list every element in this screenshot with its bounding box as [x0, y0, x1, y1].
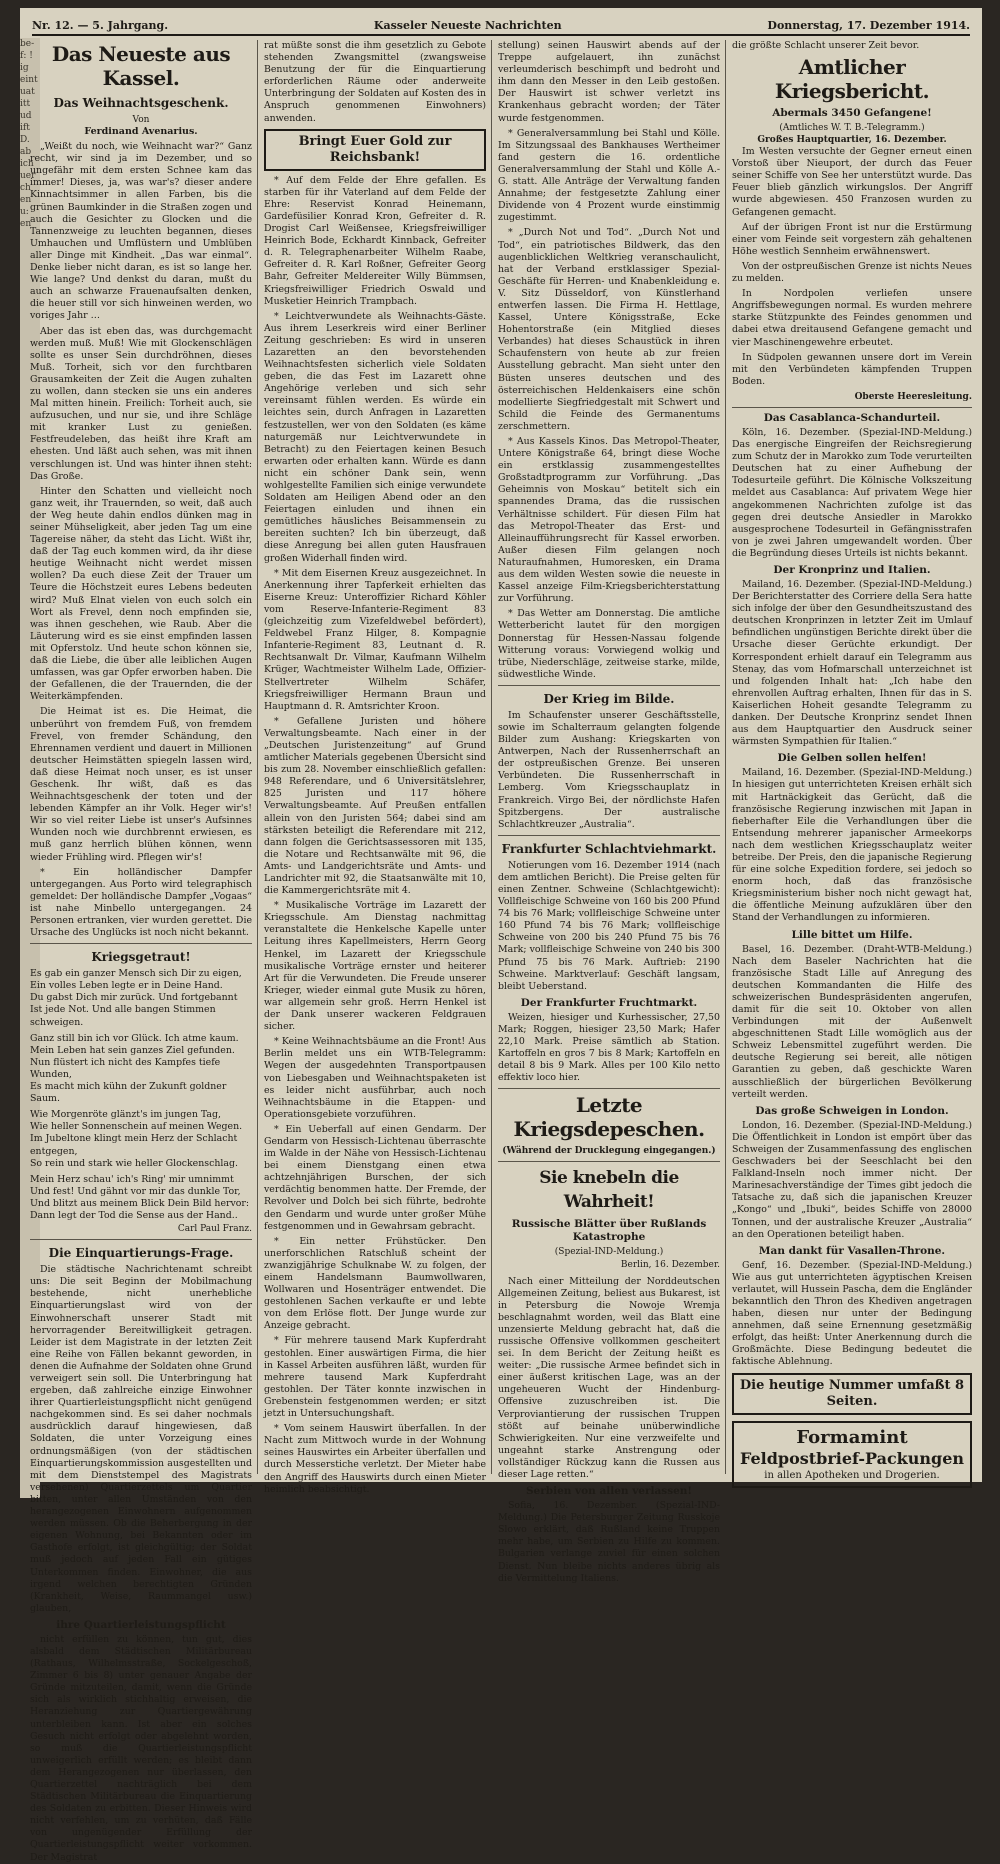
poem-signature: Carl Paul Franz.	[177, 1224, 252, 1235]
paragraph: Die Heimat ist es. Die Heimat, die unberührt von fremdem Fuß, von fremdem Frevel, von fremder Schändung, den Ehrennamen verdient und dauert in Millionen deutscher Heimstätten spiegeln lassen wird, daß diese Heimat noch unser, es ist unser Geschenk. Ihr wißt, daß es das Weihnachtsgeschenk der toten und der lebenden Kämpfer an ihr Volk. Heger wir's! Wir so viel reiter Liebe ist unser's Aufsinnes Wunden noch wie durchbrennt erwiesen, es muß ganz herrlich blühen können, wenn wieder Frühling wird. Pflegen wir's!	[30, 706, 252, 863]
paragraph: Nach einer Mitteilung der Norddeutschen Allgemeinen Zeitung, beliest aus Bukarest, ist in Petersburg die Nowoje Wremja beschlagnahmt worden, weil das Blatt eine unzensierte Meldung gebracht hat, daß die russische Offensive vollkommen gescheitert sei. In dem Bericht der Zeitung heißt es weiter: „Die russische Armee befindet sich in einer äußerst kritischen Lage, was an der ungeheueren Wucht der Hindenburg-Offensive zuzuschreiben ist. Die Verproviantierung der russischen Truppen stößt auf beinahe unüberwindliche Schwierigkeiten. Nur eine verzweifelte und ungeahnt starke Anstrengung oder vollständiger Rückzug kann die Russen aus dieser Lage retten.“	[498, 1275, 720, 1480]
paragraph: Die städtische Nachrichtenamt schreibt uns: Die seit Beginn der Mobilmachung bestehende, nicht unerhebliche Einquartierungslast wird von der Einwohnerschaft unserer Stadt mit hervorragender Bereitwilligkeit getragen. Leider ist dem Magistrate in der letzten Zeit eine Reihe von Fällen bekannt geworden, in denen die Aufnahme der Soldaten ohne Grund verweigert sein soll. Die Unterbringung hat ergeben, daß zahlreiche einzige Einwohner ihrer Quartierleistungspflicht nicht genügend nachgekommen sind. Es sei daher nochmals ausdrücklich darauf hingewiesen, daß Soldaten, die unter Vorzeigung eines ordnungsmäßigen (von der städtischen Einquartierungskommission ausgestellten und mit dem Dienststempel des Magistrats versehenen) Quartierzettels um Quartier bitten, unter allen Umständen von den herangezogenen Einwohnern aufgenommen werden müssen. Ob die Beherbergung in der eigenen Wohnung, bei Bekannten oder im Gasthofe erfolgt, ist gleichgültig; der Soldat muß jedoch auf jeden Fall ein gütiges Unterkommen finden. Einwohner, die aus irgend welchen berechtigten Gründen (Krankheit, Weise, Raummangel usw.) glauben,	[30, 1264, 252, 1614]
article-title: Frankfurter Schlachtviehmarkt.	[501, 841, 717, 856]
poem-line: Mein Leben hat sein ganzes Ziel gefunden.	[30, 1044, 235, 1056]
column-rule	[491, 40, 492, 1474]
author: Ferdinand Avenarius.	[84, 126, 198, 137]
article-title: Die Einquartierungs-Frage.	[48, 1246, 234, 1261]
divider	[30, 1239, 252, 1240]
subheading: Russische Blätter über Rußlands Katastrophe	[511, 1218, 707, 1244]
poem-line: Es gab ein ganzer Mensch sich Dir zu eigen,	[30, 968, 242, 980]
news-item: * Aus Kassels Kinos. Das Metropol-Theater, Untere Königstraße 64, bringt diese Woche ein erstklassig zusammengestelltes Großstadtprogramm zur Vorführung. „Das Geheimnis von Moskau“ betitelt sich ein spannendes Drama, das die russischen Verhältnisse schildert. Für diesen Film hat das Metropol-Theater das Erst- und Alleinaufführungsrecht für Kassel erworben. Außer diesen Film gelangen noch Naturaufnahmen, Humoresken, ein Drama aus dem wilden Westen sowie die neueste in Kassel anzeige Film-Kriegsberichterstattung zur Vorführung.	[498, 436, 720, 605]
news-item: * „Durch Not und Tod“. „Durch Not und Tod“, ein patriotisches Bildwerk, das den augenblicklichen Weltkrieg veranschaulicht, hat der Verband erstklassiger Spezial-Geschäfte für Herren- und Knabenkleidung e. V. Sitz Düsseldorf, von Künstlerhand entwerfen lassen. Die Firma H. Hettlage, Kassel, Untere Königsstraße, Ecke Hohentorstraße (ein Mitglied dieses Verbandes) hat dieses Schaustück in ihren Schaufenstern von heute ab zur freien Ausstellung gebracht. Man sieht unter den Büsten unseres deutschen und des österreichischen Heldenkaisers eine schön modellierte Siegfriedgestalt mit Schwert und Schild die Feinde des Germanentums zerschmettern.	[498, 227, 720, 432]
paragraph: Hinter den Schatten und vielleicht noch ganz weit, ihr Trauernden, so weit, daß auch der Weg heute dahin endlos dünken mag in seiner Mühseligkeit, aber jeden Tag um eine Tagereise näher, da steht das Licht. Wißt ihr, daß der Tag euch kommen wird, da ihr diese heutige Weihnacht nicht werdet missen wollen? Da euch diese Zeit der Trauer um Teure die Höchstzeit eures Lebens bedeuten wird? Muß Elnat vielen von euch solch ein Wort als Frevel, denn noch empfinden sie, was ihnen geschehen, wie Raub. Aber die Läuterung wird es sie einst empfinden lassen mit Opferstolz. Und heute schon können sie, daß die Liebe, die über alle leiblichen Augen umfassen, was gar Opfer erworben haben. Die der Gefallenen, die der Trauernden, die der Weiterkämpfenden.	[30, 485, 252, 703]
paragraph: Auf der übrigen Front ist nur die Erstürmung einer vom Feinde seit vorgestern zäh gehaltenen Höhe westlich Sennheim erwähnenswert.	[732, 221, 972, 257]
paragraph: Im Schaufenster unserer Geschäftsstelle, sowie im Schalterraum gelangten folgende Bilder zum Aushang: Kriegskarten von Antwerpen, Nach der Russenherrschaft an der ostpreußischen Grenze. Bei unseren Verbündeten. Die Russenherrschaft in Lemberg. Vom Kriegsschauplatz in Frankreich. Virgo Bei, der nördlichste Hafen Spitzbergens. Der australische Schlachtkreuzer „Australia“.	[498, 709, 720, 830]
poem-line: So rein und stark wie heller Glockenschlag.	[30, 1157, 238, 1169]
paragraph: stellung) seinen Hauswirt abends auf der Treppe aufgelauert, ihn zunächst verleumderisch beschimpft und bedroht und ihm dann den Messer in den Leib gestoßen. Der Hauswirt ist schwer verletzt ins Krankenhaus gebracht worden; der Täter wurde festgenommen.	[498, 40, 720, 124]
latest-dispatches-title: Letzte Kriegsdepeschen.	[513, 1093, 705, 1142]
news-item: * Vom seinem Hauswirt überfallen. In der Nacht zum Mittwoch wurde in der Wohnung seines Hauswirtes ein Arbeiter überfallen und durch Messerstiche verletzt. Der Mieter habe den Angriff des Hauswirts durch einen Mieter heimlich beabsichtigt.	[264, 1423, 486, 1495]
adjacent-page-strip: be- f: ! ig eint uat itt ud ift D. ab ich uer ch en u: en	[20, 38, 40, 1498]
issue-date: Donnerstag, 17. Dezember 1914.	[767, 18, 970, 32]
ad-brand: Formamint	[796, 1426, 908, 1448]
paragraph: London, 16. Dezember. (Spezial-IND-Meldung.) Die Öffentlichkeit in London ist empört über das Schweigen der Zusammenfassung des englischen Geschwaders bei der Seeschlacht bei den Falkland-Inseln noch immer nicht. Der Marinesachverständige der Times gibt jedoch die Tatsache zu, daß sich die japanischen Kreuzer „Kongo“ und „Ibuki“, beides Schiffe von 28000 Tonnen, und der australische Kreuzer „Australia“ an den Operationen beteiligt haben.	[732, 1119, 972, 1240]
news-item: * Ein Ueberfall auf einen Gendarm. Der Gendarm von Hessisch-Lichtenau überraschte im Walde in der Nähe von Hessisch-Lichtenau bei einem Dienstgang einen etwa achtzehnjährigen Burschen, der sich verdächtig benommen hatte. Der Fremde, der Revolver und Dolch bei sich führte, bedrohte den Gendarm und wurde unter großer Mühe festgenommen und in Gewahrsam gebracht.	[264, 1123, 486, 1232]
poem-line: Ein volles Leben legte er in Deine Hand.	[30, 980, 223, 992]
poem-line: Und fest! Und gähnt vor mir das dunkle Tor,	[30, 1185, 241, 1197]
poem-line: Wie Morgenröte glänzt's im jungen Tag,	[30, 1109, 221, 1121]
latest-dispatches-note: (Während der Drucklegung eingegangen.)	[502, 1146, 716, 1157]
divider	[30, 943, 252, 944]
paragraph: „Weißt du noch, wie Weihnacht war?“ Ganz recht, wir sind ja im Dezember, und so ungefähr mit dem ersten Schnee kam das immer! Dieses, ja, was war's? dieser andere Kinnachtsimmer in allen Farben, bis die grünen Baumkinder in die Straßen zogen und auch die Gesichter zu Glocken und die Tannenzweige zu leuchten begannen, dieses Umhauchen und Umflüstern und Umblüben aller Dinge mit Kindheit. „Das war einmal“. Denke lieber nicht daran, es ist so lange her. Wie lange? Und denkst du daran, mußt du auch an schwarze Frauenaufsalten denken, die heuer still vor sich hinweinen werden, wo voriges Jahr …	[30, 141, 252, 322]
divider	[498, 1088, 720, 1089]
divider	[498, 835, 720, 836]
divider	[498, 685, 720, 686]
paragraph: Aber das ist eben das, was durchgemacht werden muß. Muß! Wie mit Glockenschlägen sollte es unser Sein durchdröhnen, dieses Muß. Torheit, sich vor den furchtbaren Grausamkeiten der Zeit die Augen zuhalten zu wollen, dann stecken sie uns ein anderes Mal mitten hinein. Freilich: Torheit auch, sie aufzusuchen, und nur sie, und ihre Schläge mit kranker Lust zu genießen. Festfreudeleben, das heißt ihre Kraft am ehesten. Und läßt auch sehen, was mit ihnen verschlungen ist. Und was hinter ihnen steht: Das Große.	[30, 325, 252, 482]
source-line: (Spezial-IND-Meldung.)	[554, 1247, 664, 1258]
news-item: * Leichtverwundete als Weihnachts-Gäste. Aus ihrem Leserkreis wird einer Berliner Zeitung geschrieben: Es wird in unseren Lazaretten an den bevorstehenden Weihnachtsfesten sicherlich viele Soldaten geben, die das Fest im Lazarett ohne Angehörige verleben und sich sehr vereinsamt fühlen werden. Es würde ein leichtes sein, durch Anfragen in Lazaretten festzustellen, wer von den Soldaten (es käme naturgemäß nur Leichtverwundete in Betracht) zu den Feiertagen keinen Besuch erwarten oder erhalten kann. Würde es dann nicht ein schöner Dank sein, wenn wohlgestellte Familien sich einige verwundete Soldaten am Heiligen Abend oder an den Feiertagen einluden und ihnen ein gemütliches häusliches Beisammensein zu bereiten suchten? Ich bin überzeugt, daß diese Anregung bei allen guten Hausfrauen großen Widerhall finden wird.	[264, 310, 486, 564]
paragraph: Köln, 16. Dezember. (Spezial-IND-Meldung.) Das energische Eingreifen der Reichsregierung zum Schutz der in Marokko zum Tode verurteilten Deutschen hat zu einer Aufhebung der Todesurteile geführt. Die Kölnische Volkszeitung meldet aus Casablanca: Auf privatem Wege hier angekommenen Nachrichten zufolge ist das gegen drei deutsche Ansiedler in Marokko ausgesprochene Todesurteil in Gefängnisstrafen von je zwei Jahren umgewandelt worden. Über die Begründung dieses Urteils ist nichts bekannt.	[732, 426, 972, 559]
news-item: * Musikalische Vorträge im Lazarett der Kriegsschule. Am Dienstag nachmittag veranstaltete die Henkelsche Kapelle unter Leitung ihres Kapellmeisters, Herrn Georg Henkel, im Lazarett der Kriegsschule musikalische Vorträge ernster und heiterer Art für die Verwundeten. Die Freude unserer Krieger, wieder einmal gute Musik zu hören, war allgemein sehr groß. Herrn Henkel ist der Dank unserer wackeren Feldgrauen sicher.	[264, 900, 486, 1033]
subheading: Der Kronprinz und Italien.	[773, 564, 931, 576]
poem-title: Kriegsgetraut!	[91, 950, 191, 965]
news-item: * Keine Weihnachtsbäume an die Front! Aus Berlin meldet uns ein WTB-Telegramm: Wegen der ausgedehnten Transportpausen von Liebesgaben und Weihnachtspaketen ist es leider nicht ausführbar, auch noch Weihnachtsbäume in die Etappen- und Operationsgebiete vorzuführen.	[264, 1036, 486, 1120]
paragraph: rat müßte sonst die ihm gesetzlich zu Gebote stehenden Zwangsmittel (zwangsweise Benutzung der für die Einquartierung erforderlichen Räume oder anderweite Unterbringung der Soldaten auf Kosten des in Anspruch genommenen Einwohners) anwenden.	[264, 40, 486, 124]
issue-number: Nr. 12. — 5. Jahrgang.	[32, 18, 169, 32]
dateline: Berlin, 16. Dezember.	[620, 1260, 720, 1271]
report-signature: Oberste Heeresleitung.	[854, 391, 972, 402]
page-count-box: Die heutige Nummer umfaßt 8 Seiten.	[732, 1373, 972, 1415]
poem-line: Ganz still bin ich vor Glück. Ich atme kaum.	[30, 1032, 239, 1044]
poem-line: Wie heller Sonnenschein auf meinen Wegen.	[30, 1121, 243, 1133]
ad-availability: in allen Apotheken und Drogerien.	[764, 1469, 940, 1481]
byline: Von	[132, 115, 150, 125]
subheading: Abermals 3450 Gefangene!	[772, 107, 932, 120]
poem-line: Ist jede Not. Und alle bangen Stimmen schweigen.	[30, 1004, 216, 1028]
subheading: Das Casablanca-Schandurteil.	[763, 411, 941, 424]
paragraph: Sofia, 16. Dezember. (Spezial-IND-Meldung.) Die Petersburger Zeitung Russkoje Slowo erklärt, daß Rußland keine Truppen mehr habe, um Serbien zu Hilfe zu kommen. Bulgarien verlange zuviel für einen solchen Dienst. Nun bleibe nichts anderes übrig als die Vermittelung Italiens.	[498, 1500, 720, 1584]
news-item: * Generalversammlung bei Stahl und Kölle. Im Sitzungssaal des Bankhauses Wertheimer fand gestern die 16. ordentliche Generalversammlung der Stahl und Kölle A.-G. statt. Alle Anträge der Verwaltung fanden Annahme; der festgesetzte Zahlung einer Dividende von 4 Prozent wurde einstimmig zugestimmt.	[498, 127, 720, 224]
masthead	[32, 16, 970, 36]
paragraph: Mailand, 16. Dezember. (Spezial-IND-Meldung.) Der Berichterstatter des Corriere della Sera hatte sich infolge der über den Gesundheitszustand des deutschen Kronprinzen in letzter Zeit im Umlauf befindlichen ungünstigen Berichte direkt über die Ursache dieser Gerüchte erkundigt. Der Korrespondent erhielt darauf ein Telegramm aus Stenay, das vom Hofmarschall unterzeichnet ist und folgenden Inhalt hat: „Ich habe den ehrenvollen Auftrag erhalten, Ihnen für das in S. Kaiserlichen Hoheit gesandte Telegramm zu danken. Der Deutsche Kronprinz sendet Ihnen aus dem Hauptquartier den Ausdruck seiner wärmsten Sympathien für Italien.“	[732, 579, 972, 748]
gold-appeal-box: Bringt Euer Gold zur Reichsbank!	[264, 129, 486, 171]
poem	[30, 968, 252, 1222]
news-item: * Gefallene Juristen und höhere Verwaltungsbeamte. Nach einer in der „Deutschen Juristenzeitung“ auf Grund amtlicher Materials gegebenen Übersicht sind bis zum 28. November einschließlich gefallen: 948 Referendare, und 6 Universitätslehrer, 825 Juristen und 117 höhere Verwaltungsbeamte. Auf Preußen entfallen allein von den Juristen 564; dabei sind am stärksten beteiligt die Referendare mit 212, dann folgen die Gerichtsassessoren mit 135, die Notare und Rechtsanwälte mit 96, die Amts- und Landgerichtsräte und Amts- und Landrichter mit 92, die Staatsanwälte mit 10, die Kammergerichtsräte mit 4.	[264, 715, 486, 897]
divider	[498, 1161, 720, 1162]
source-line: (Amtliches W. T. B.-Telegramm.)	[779, 123, 925, 134]
column-2	[264, 40, 486, 1495]
subheading: Der Frankfurter Fruchtmarkt.	[520, 996, 698, 1009]
subheading: Die Gelben sollen helfen!	[777, 752, 927, 765]
news-item: * Ein netter Frühstücker. Den unerforschlichen Ratschluß scheint der zwanzigjährige Schulknabe W. zu folgen, der einem Handelsmann Baumwollwaren, Wollwaren und Hosenträger entwendet. Die gestohlenen Sachen verkaufte er und lebte von dem Erlöse flott. Der Junge wurde zur Anzeige gebracht.	[264, 1235, 486, 1332]
paragraph: die größte Schlacht unserer Zeit bevor.	[732, 40, 920, 51]
column-3	[498, 40, 720, 1584]
poem-line: Es macht mich kühn der Zukunft goldner Saum.	[30, 1081, 227, 1105]
paragraph: Basel, 16. Dezember. (Draht-WTB-Meldung.) Nach dem Baseler Nachrichten hat die französische Stadt Lille auf Anregung des deutschen Kommandanten die Hilfe des schweizerischen Bundespräsidenten angerufen, damit für die seit 10. Oktober von allen Verbindungen mit der Außenwelt abgeschnittenen Stadt Lille womöglich aus der Schweiz Lebensmittel zugeführt werden. Die deutsche Regierung sei bereit, alle nötigen Garantien zu geben, daß geschickte Waren ausschließlich der bürgerlichen Bevölkerung verteilt werden.	[732, 943, 972, 1100]
article-title: Sie knebeln die Wahrheit!	[539, 1168, 679, 1213]
poem-line: Im Jubeltone klingt mein Herz der Schlacht entgegen,	[30, 1133, 238, 1157]
paragraph: Im Westen versuchte der Gegner erneut einen Vorstoß über Nieuport, der durch das Feuer seiner Schiffe von See her unterstützt wurde. Das Feuer blieb gänzlich wirkungslos. Der Angriff wurde abgewiesen. 450 Franzosen wurden zu Gefangenen gemacht.	[732, 146, 972, 218]
ad-product: Feldpostbrief-Packungen	[739, 1448, 965, 1468]
article-title: Das Weihnachtsgeschenk.	[53, 96, 229, 110]
poem-line: Mein Herz schau' ich's Ring' mir umnimmt	[30, 1173, 234, 1185]
divider	[732, 407, 972, 408]
paragraph: Weizen, hiesiger und Kurhessischer, 27,50 Mark; Roggen, hiesiger 23,50 Mark; Hafer 22,10 Mark. Preise sämtlich ab Station. Kartoffeln en gros 7 bis 8 Mark; Kartoffeln en detail 8 bis 9 Mark. Alles per 100 Kilo netto effektiv loco hier.	[498, 1011, 720, 1084]
poem-line: Und blitzt aus meinem Blick Dein Bild hervor:	[30, 1197, 250, 1209]
poem-line: Du gabst Dich mir zurück. Und fortgebannt	[30, 992, 238, 1004]
subheading: Serbien von allen verlassen!	[525, 1485, 693, 1498]
news-item: * Auf dem Felde der Ehre gefallen. Es starben für ihr Vaterland auf dem Felde der Ehre: Reservist Konrad Heinemann, Gardefüsilier Konrad Kron, Gefreiter d. R. Drogist Carl Weißensee, Kriegsfreiwilliger Heinrich Bode, Eckhardt Kinnback, Gefreiter d. R. Telegraphenarbeiter Wilhelm Raabe, Gefreiter d. R. Karl Roßner, Gefreiter Georg Bahr, Gefreiter Meldereiter Willy Bümmsen, Kriegsfreiwilliger Friedrich Oswald und Musketier Heinrich Trampbach.	[264, 174, 486, 307]
paragraph: nicht erfüllen zu können, tun gut, dies alsbald dem Städtischen Militärbureau (Rathaus, Wilhelmsstraße, Sockelgeschoß, Zimmer 6 bis 8) unter genauer Angabe der Gründe mitzuteilen, damit, wenn die Gründe sich als wirklich stichhaltig erweisen, die Heranziehung zur Quartiergewährung unterbleiben kann. Ist aber ein solches Gesuch nicht erfolgt oder abgelehnt worden, so muß die Quartierleistungspflicht unweigerlich erfüllt werden; es bleibt dann dem Herangezogenen nur überlassen, den Quartierzettel nachträglich bei dem Städtischen Militärbureau die Einquartierung des Soldaten zu erbitten. Dieser Hinweis wird nicht verfehlen, um zu verhüten, daß Fälle von ungenügender Erfüllung der Quartierleistungspflicht weiter vorkommen. Der Magistrat	[30, 1633, 252, 1863]
paragraph: In Südpolen gewannen unsere dort im Verein mit den Verbündeten kämpfenden Truppen Boden.	[732, 351, 972, 387]
column-1	[30, 40, 252, 1863]
official-report-title: Amtlicher Kriegsbericht.	[774, 55, 930, 104]
news-item: * Für mehrere tausend Mark Kupferdraht gestohlen. Einer auswärtigen Firma, die hier in Kassel Arbeiten ausführen läßt, wurden für mehrere tausend Mark Kupferdraht gestohlen. Der Täter konnte inzwischen in Grebenstein festgenommen werden; er sitzt jetzt in Untersuchungshaft.	[264, 1335, 486, 1420]
formamint-advertisement	[732, 1421, 972, 1488]
subheading: Lille bittet um Hilfe.	[791, 928, 913, 941]
paragraph: Notierungen vom 16. Dezember 1914 (nach dem amtlichen Bericht). Die Preise gelten für einen Zentner. Schweine (Schlachtgewicht): Vollfleischige Schweine von 160 bis 200 Pfund 74 bis 76 Mark; vollfleischige Schweine unter 160 Pfund 74 bis 76 Mark; vollfleischige Schweine von 200 bis 240 Pfund 75 bis 76 Mark; vollfleischige Schweine von 240 bis 300 Pfund 75 bis 76 Mark. Auftrieb: 2190 Schweine. Marktverlauf: Geschäft langsam, bleibt Ueberstand.	[498, 859, 720, 992]
news-item: * Mit dem Eisernen Kreuz ausgezeichnet. In Anerkennung ihrer Tapferkeit erhielten das Eiserne Kreuz: Unteroffizier Richard Köhler vom Reserve-Infanterie-Regiment 83 (gleichzeitig zum Vizefeldwebel befördert), Feldwebel Franz Hilger, 8. Kompagnie Infanterie-Regiment 83, Leutnant d. R. Rechtsanwalt Dr. Vilmar, Kaufmann Wilhelm Krüger, Wachtmeister Wilhelm Lade, Offizier-Stellvertreter Wilhelm Schäfer, Kriegsfreiwilliger Hermann Braun und Hauptmann d. R. Amtsrichter Kroon.	[264, 567, 486, 712]
column-4	[732, 40, 973, 1481]
subheading: ihre Quartierleistungspflicht	[56, 1618, 226, 1631]
subheading: Das große Schweigen in London.	[755, 1104, 949, 1117]
paragraph: Genf, 16. Dezember. (Spezial-IND-Meldung.) Wie aus gut unterrichteten ägyptischen Kreisen verlautet, will Hussein Pascha, dem die Engländer bekanntlich den Thron des Khediven angetragen haben, diesen nur unter der Bedingung annehmen, daß seine Ernennung gesetzmäßig erfolgt, das heißt: Unter Anerkennung durch die Großmächte. Diese Bedingung bedeutet die faktische Ablehnung.	[732, 1259, 973, 1368]
paragraph: * Ein holländischer Dampfer untergegangen. Aus Porto wird telegraphisch gemeldet: Der holländische Dampfer „Vogaas“ ist nahe Minbello untergegangen. 24 Personen ertranken, vier wurden gerettet. Die Ursache des Unglücks ist noch nicht bekannt.	[30, 866, 252, 939]
news-item: * Das Wetter am Donnerstag. Die amtliche Wetterbericht lautet für den morgigen Donnerstag für Hessen-Nassau folgende Witterung voraus: Vorwiegend wolkig und trübe, Niederschläge, zeitweise starke, milde, südwestliche Winde.	[498, 608, 720, 680]
column-rule	[257, 40, 258, 1474]
section-title: Das Neueste aus Kassel.	[51, 42, 231, 90]
newspaper-page	[20, 8, 982, 1863]
article-title: Der Krieg im Bilde.	[543, 691, 675, 706]
column-rule	[725, 40, 726, 1474]
poem-line: Dann legt der Tod die Sense aus der Hand..	[30, 1209, 238, 1221]
poem-line: Nun flüstert ich nicht des Kampfes tiefe Wunden,	[30, 1056, 221, 1080]
paragraph: Mailand, 16. Dezember. (Spezial-IND-Meldung.) In hiesigen gut unterrichteten Kreisen erhält sich mit Hartnäckigkeit das Gerücht, daß die französische Regierung inzwischen mit Japan in fieberhafter Eile die Verhandlungen über die Entsendung mehrerer japanischer Armeekorps nach dem westlichen Kriegsschauplatz weiter betreibe. Der Preis, den die japanische Regierung für eine solche Expedition fordere, sei jedoch so enorm hoch, daß das französische Kriegsministerium bisher noch nicht gewagt hat, die öffentliche Meinung aufzuklären über den Stand der Verhandlungen zu informieren.	[732, 767, 972, 924]
subheading: Man dankt für Vasallen-Throne.	[758, 1244, 946, 1257]
paragraph: In Nordpolen verliefen unsere Angriffsbewegungen normal. Es wurden mehrere starke Stützpunkte des Feindes genommen und dabei etwa dreitausend Gefangene gemacht und vier Maschinengewehre erbeutet.	[732, 288, 972, 348]
dateline: Großes Hauptquartier, 16. Dezember.	[757, 135, 947, 146]
paragraph: Von der ostpreußischen Grenze ist nichts Neues zu melden.	[732, 260, 972, 285]
newspaper-name: Kasseler Neueste Nachrichten	[373, 18, 562, 32]
